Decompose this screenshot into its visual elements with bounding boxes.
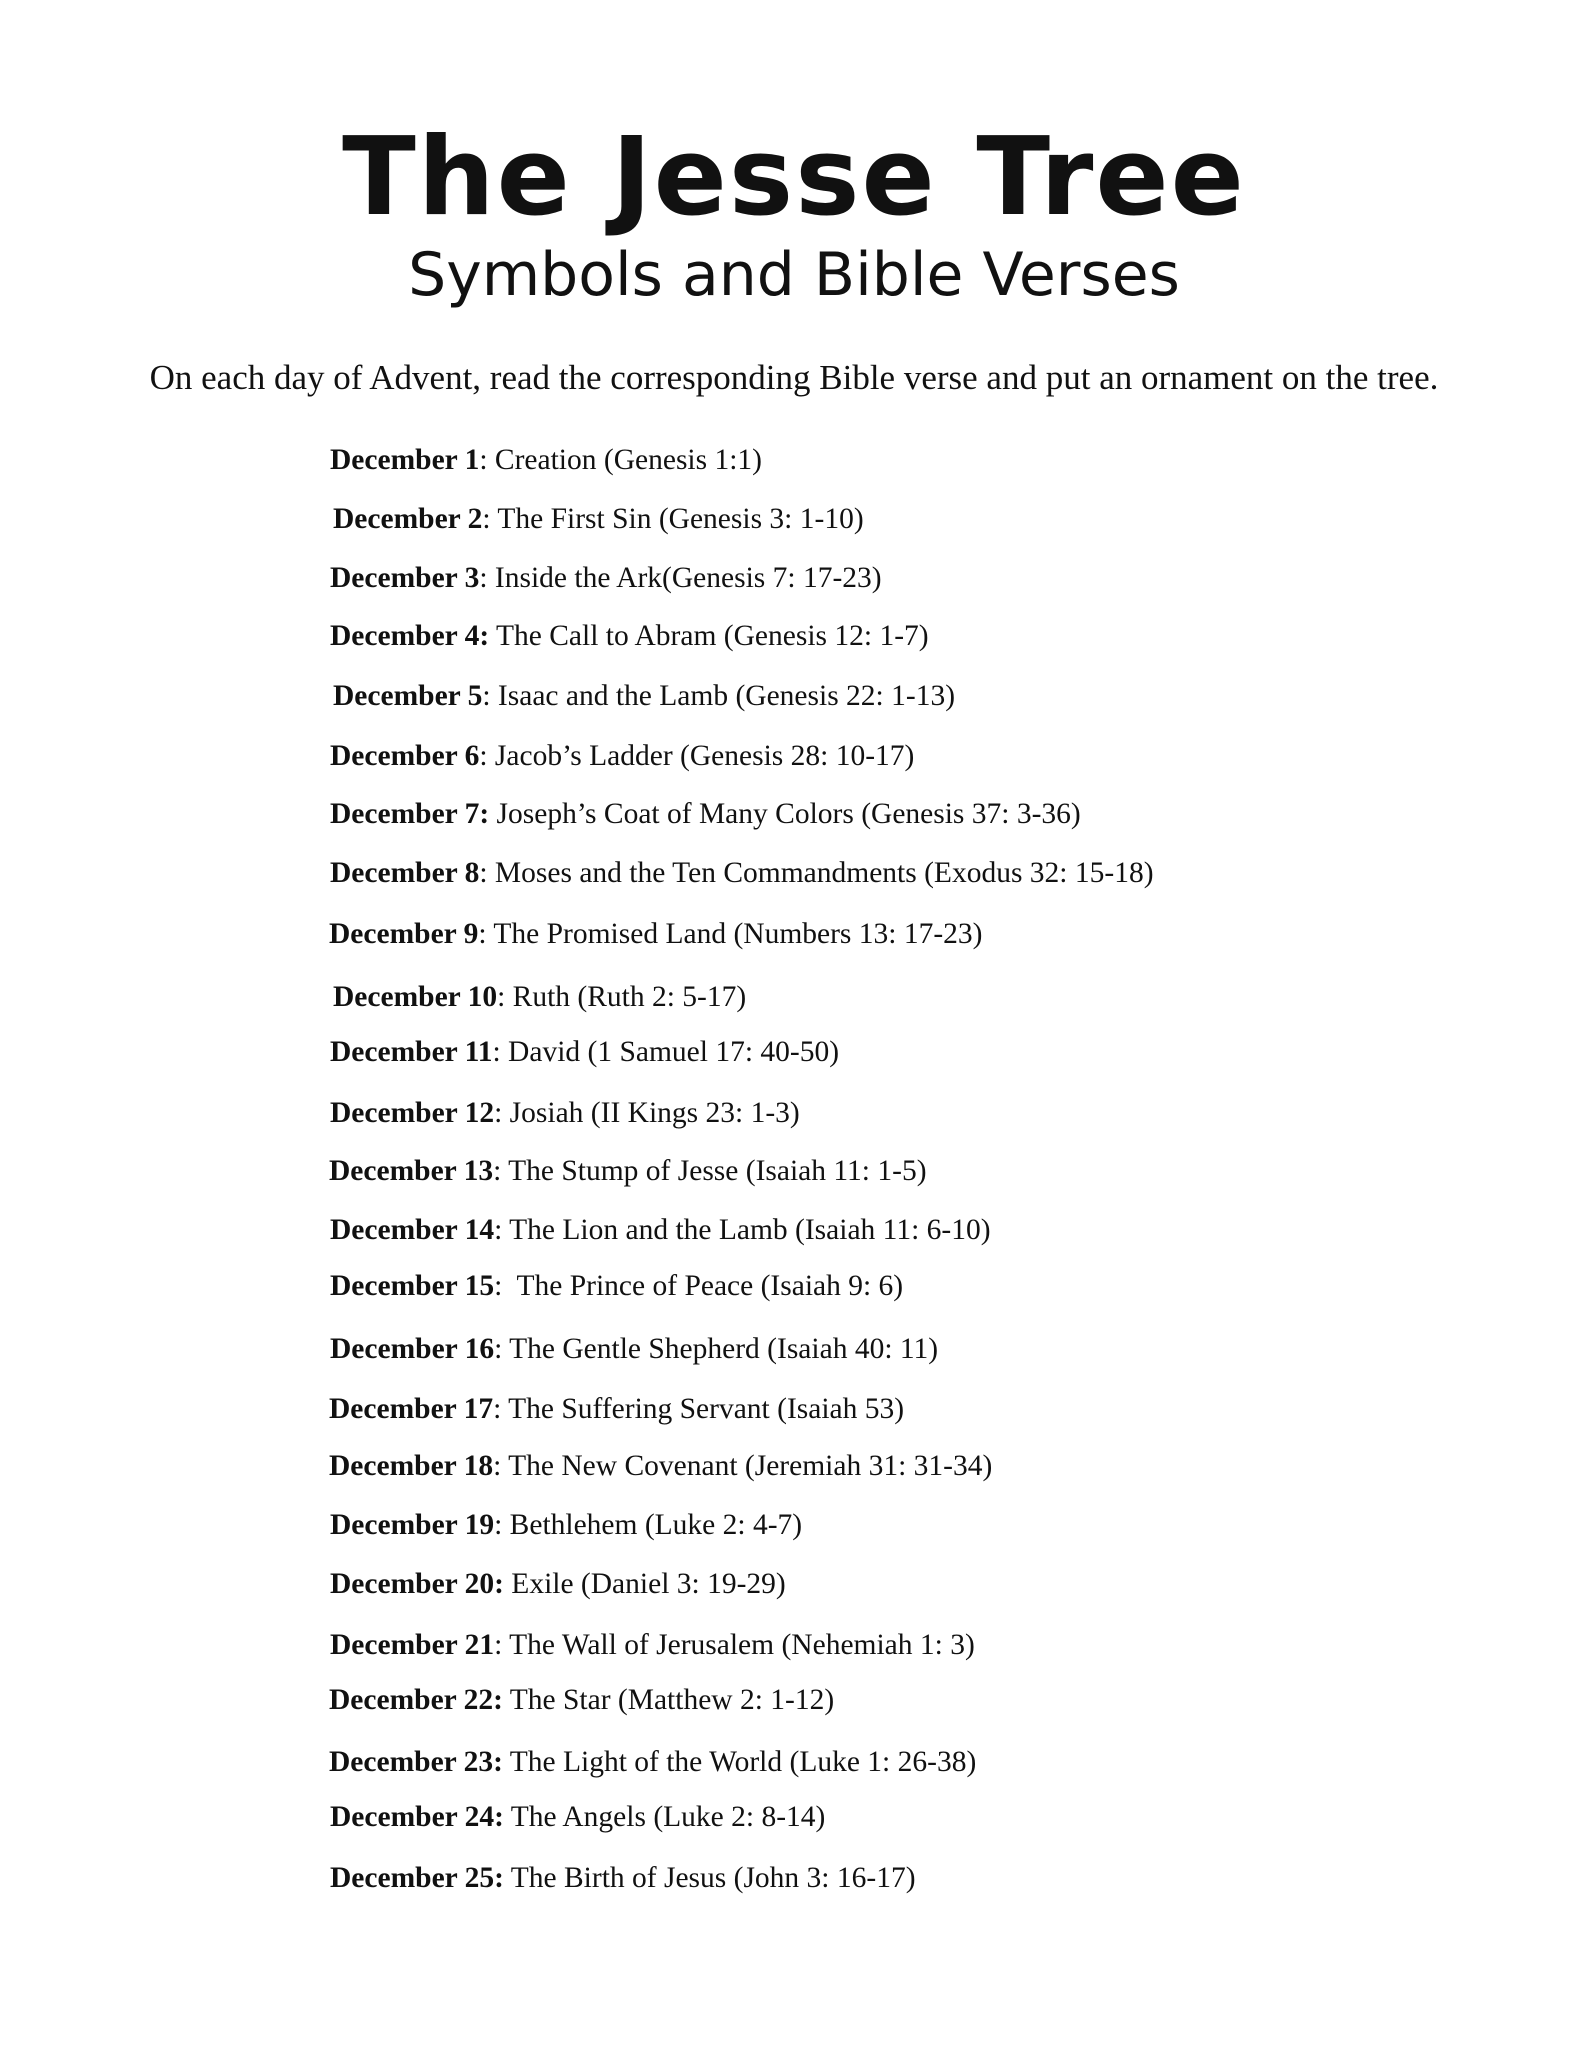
entry-separator: : bbox=[482, 680, 498, 712]
schedule-entry bbox=[330, 1797, 825, 1837]
entry-date: December 16 bbox=[330, 1333, 495, 1365]
schedule-entry bbox=[330, 1329, 938, 1369]
entry-reading: The First Sin (Genesis 3: 1-10) bbox=[497, 503, 864, 535]
entry-date: December 20: bbox=[330, 1568, 504, 1600]
entry-reading: The Stump of Jesse (Isaiah 11: 1-5) bbox=[508, 1155, 927, 1187]
entry-reading: The Prince of Peace (Isaiah 9: 6) bbox=[516, 1270, 904, 1302]
schedule-entry bbox=[329, 1151, 927, 1191]
entry-separator: : bbox=[479, 444, 495, 476]
entry-separator bbox=[503, 1746, 510, 1778]
entry-reading: The Promised Land (Numbers 13: 17-23) bbox=[493, 918, 983, 950]
entry-date: December 19 bbox=[330, 1509, 495, 1541]
schedule-entry bbox=[330, 1093, 800, 1133]
schedule-entry bbox=[330, 1266, 903, 1306]
entry-reading: The Lion and the Lamb (Isaiah 11: 6-10) bbox=[509, 1214, 991, 1246]
entry-reading: The Suffering Servant (Isaiah 53) bbox=[508, 1393, 905, 1425]
entry-separator: : bbox=[494, 1629, 510, 1661]
entry-date: December 5 bbox=[333, 680, 483, 712]
entry-separator: : bbox=[479, 857, 495, 889]
entry-reading: The New Covenant (Jeremiah 31: 31-34) bbox=[508, 1450, 993, 1482]
entry-date: December 4: bbox=[330, 620, 490, 652]
entry-reading: The Birth of Jesus (John 3: 16-17) bbox=[510, 1862, 916, 1894]
entry-reading: Isaac and the Lamb (Genesis 22: 1-13) bbox=[497, 680, 956, 712]
entry-separator: : bbox=[494, 1509, 510, 1541]
entry-date: December 17 bbox=[329, 1393, 494, 1425]
schedule-entry bbox=[329, 914, 983, 954]
entry-separator: : bbox=[492, 1036, 509, 1068]
entry-date: December 15 bbox=[330, 1270, 495, 1302]
entry-reading: David (1 Samuel 17: 40-50) bbox=[508, 1036, 840, 1068]
entry-separator: : bbox=[493, 1450, 509, 1482]
entry-date: December 3 bbox=[330, 562, 480, 594]
entry-separator: : bbox=[493, 1393, 509, 1425]
entry-date: December 25: bbox=[330, 1862, 504, 1894]
entry-reading: The Angels (Luke 2: 8-14) bbox=[510, 1801, 826, 1833]
entry-separator: : bbox=[493, 1155, 509, 1187]
entry-date: December 7: bbox=[330, 798, 490, 830]
entry-date: December 18 bbox=[329, 1450, 494, 1482]
page-title: The Jesse Tree bbox=[342, 115, 1246, 240]
entry-separator bbox=[503, 1684, 510, 1716]
entry-date: December 10 bbox=[333, 981, 498, 1013]
entry-separator bbox=[504, 1862, 511, 1894]
intro-text: On each day of Advent, read the corresponding Bible verse and put an ornament on the tree. bbox=[149, 358, 1439, 397]
schedule-entry bbox=[330, 853, 1154, 893]
entry-separator bbox=[504, 1801, 511, 1833]
schedule-entry bbox=[330, 1210, 991, 1250]
schedule-entry bbox=[330, 1505, 802, 1545]
entry-separator: : bbox=[478, 918, 494, 950]
schedule-entry bbox=[333, 977, 746, 1017]
entry-date: December 14 bbox=[330, 1214, 495, 1246]
entry-reading: Bethlehem (Luke 2: 4-7) bbox=[509, 1509, 803, 1541]
entry-reading: Jacob’s Ladder (Genesis 28: 10-17) bbox=[494, 740, 915, 772]
entry-separator: : bbox=[479, 740, 495, 772]
schedule-entry bbox=[329, 1742, 976, 1782]
schedule-entry bbox=[333, 676, 955, 716]
entry-separator: : bbox=[497, 981, 513, 1013]
entry-reading: The Gentle Shepherd (Isaiah 40: 11) bbox=[509, 1333, 939, 1365]
schedule-entry bbox=[330, 736, 914, 776]
schedule-entry bbox=[329, 1389, 904, 1429]
entry-reading: The Star (Matthew 2: 1-12) bbox=[509, 1684, 835, 1716]
entry-separator bbox=[489, 620, 496, 652]
entry-reading: The Call to Abram (Genesis 12: 1-7) bbox=[496, 620, 929, 652]
entry-date: December 12 bbox=[330, 1097, 495, 1129]
schedule-entry bbox=[329, 1680, 834, 1720]
entry-date: December 23: bbox=[329, 1746, 503, 1778]
entry-date: December 2 bbox=[333, 503, 483, 535]
schedule-entry bbox=[330, 558, 882, 598]
entry-reading: Moses and the Ten Commandments (Exodus 32: 15-18) bbox=[494, 857, 1154, 889]
entry-reading: Ruth (Ruth 2: 5-17) bbox=[512, 981, 747, 1013]
entry-date: December 24: bbox=[330, 1801, 504, 1833]
entry-date: December 11 bbox=[330, 1036, 493, 1068]
entry-reading: The Light of the World (Luke 1: 26-38) bbox=[509, 1746, 977, 1778]
schedule-entry bbox=[330, 440, 762, 480]
entry-reading: Josiah (II Kings 23: 1-3) bbox=[509, 1097, 800, 1129]
entry-reading: Creation (Genesis 1:1) bbox=[494, 444, 762, 476]
entry-separator bbox=[489, 798, 496, 830]
entry-date: December 21 bbox=[330, 1629, 495, 1661]
entry-date: December 1 bbox=[330, 444, 480, 476]
entry-separator: : bbox=[494, 1214, 510, 1246]
entry-reading: Inside the Ark(Genesis 7: 17-23) bbox=[494, 562, 882, 594]
entry-date: December 6 bbox=[330, 740, 480, 772]
schedule-entry bbox=[330, 1032, 839, 1072]
entry-separator: : bbox=[494, 1333, 510, 1365]
entry-reading: The Wall of Jerusalem (Nehemiah 1: 3) bbox=[509, 1629, 975, 1661]
entry-date: December 13 bbox=[329, 1155, 494, 1187]
schedule-entry bbox=[330, 1858, 916, 1898]
schedule-entry bbox=[330, 616, 929, 656]
entry-reading: Exile (Daniel 3: 19-29) bbox=[511, 1568, 786, 1600]
schedule-entry bbox=[333, 499, 864, 539]
entry-separator: : bbox=[494, 1270, 517, 1302]
schedule-entry bbox=[330, 1564, 786, 1604]
schedule-entry bbox=[330, 1625, 975, 1665]
entry-separator: : bbox=[482, 503, 498, 535]
entry-date: December 8 bbox=[330, 857, 480, 889]
entry-separator: : bbox=[494, 1097, 510, 1129]
entry-date: December 9 bbox=[329, 918, 479, 950]
entry-date: December 22: bbox=[329, 1684, 503, 1716]
entry-reading: Joseph’s Coat of Many Colors (Genesis 37: 3-36) bbox=[496, 798, 1081, 830]
schedule-entry bbox=[329, 1446, 992, 1486]
entry-separator: : bbox=[479, 562, 495, 594]
schedule-entry bbox=[330, 794, 1081, 834]
page-subtitle: Symbols and Bible Verses bbox=[408, 240, 1180, 310]
